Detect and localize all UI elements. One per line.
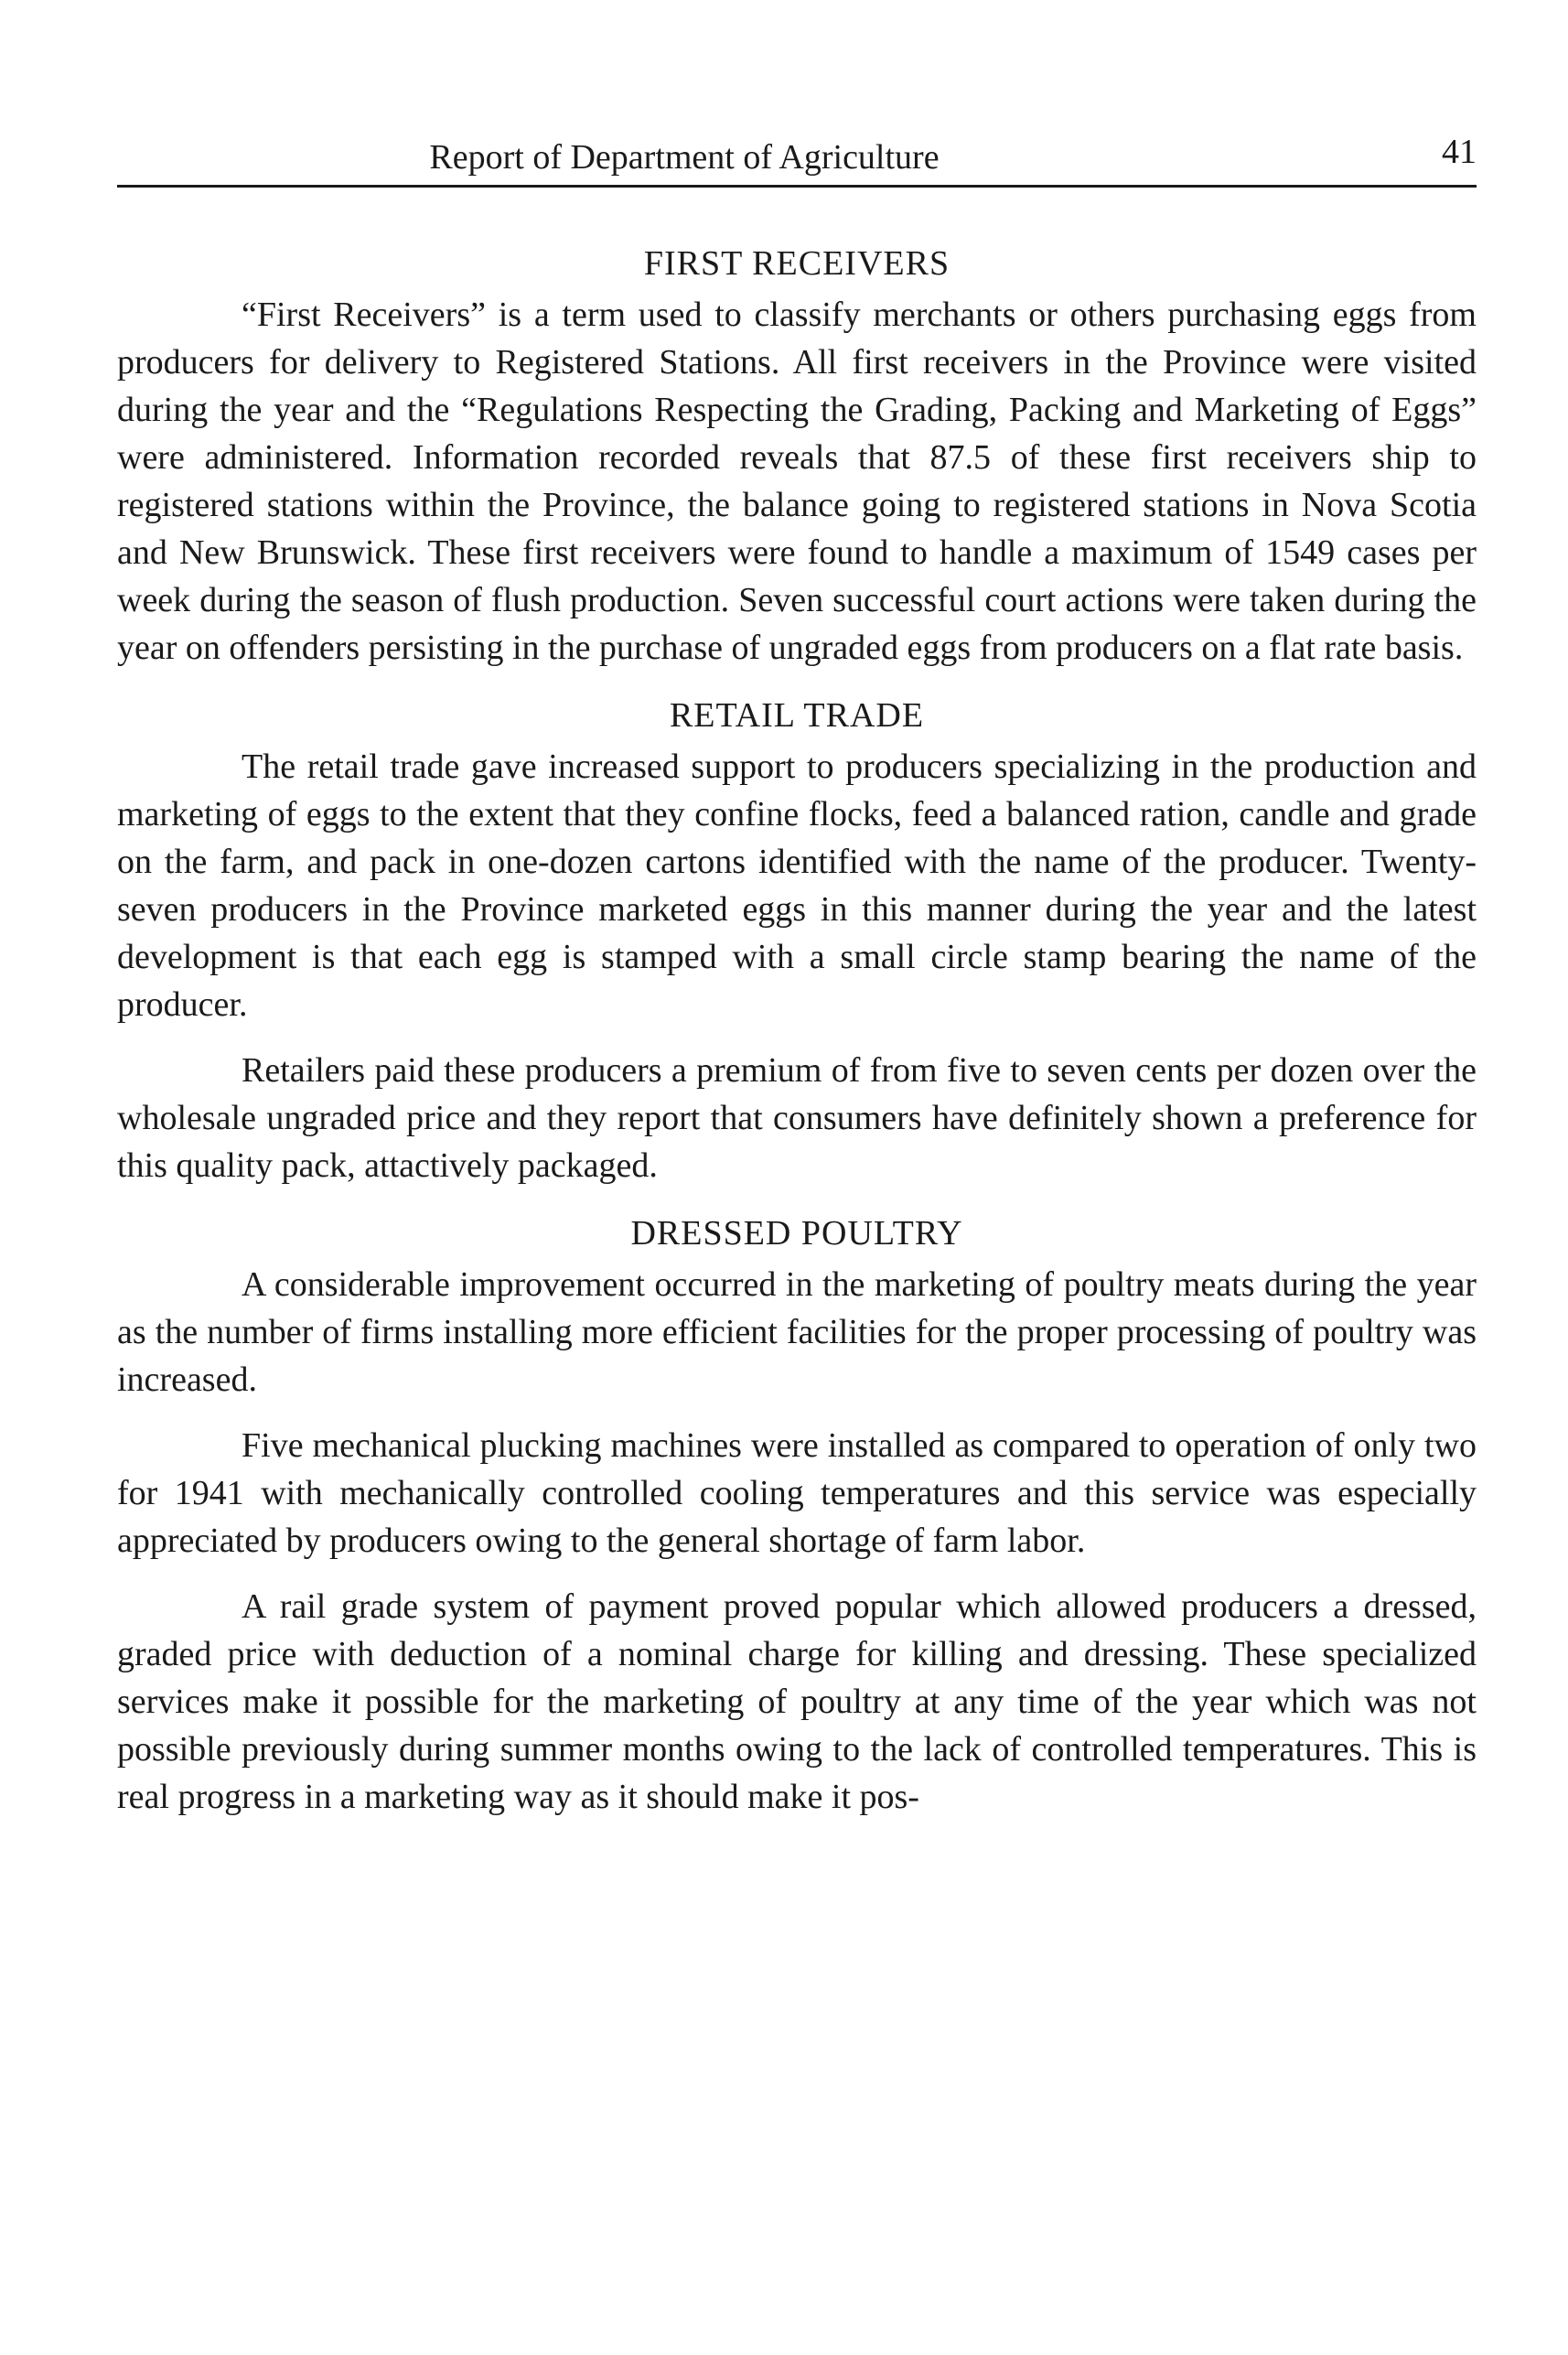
running-title: Report of Department of Agriculture (429, 138, 940, 177)
section-first-receivers (117, 240, 1477, 672)
running-header (117, 130, 1477, 188)
section-heading: RETAIL TRADE (669, 696, 925, 735)
section-heading: DRESSED POULTRY (630, 1214, 963, 1253)
section-heading: FIRST RECEIVERS (643, 244, 950, 283)
paragraph: Five mechanical plucking machines were installed as compared to operation of only two for 1941 with mechanically controlled cooling temperatures and this service was especially appreciated by producers owing to the general shortage of farm labor. (117, 1426, 1477, 1560)
paragraph: A considerable improvement occurred in the marketing of poultry meats during the year as the number of firms installing more efficient facilities for the proper processing of poultry was increased. (117, 1265, 1477, 1399)
paragraph: “First Receivers” is a term used to classify merchants or others purchasing eggs from producers for delivery to Registered Stations. All first receivers in the Province were visited during the year and the “Regulations Respecting the Grading, Packing and Marketing of Eggs” were administered. Information recorded reveals that 87.5 of these first receivers ship to registered stations within the Province, the balance going to registered stations in Nova Scotia and New Brunswick. These first receivers were found to handle a maximum of 1549 cases per week during the season of flush production. Seven successful court actions were taken during the year on offenders persisting in the purchase of ungraded eggs from producers on a flat rate basis. (117, 296, 1477, 667)
section-retail-trade (117, 692, 1477, 1189)
paragraph: A rail grade system of payment proved popular which allowed producers a dressed, graded price with deduction of a nominal charge for killing and dressing. These specialized services make it possible for the marketing of poultry at any time of the year which was not possible previously during summer months owing to the lack of controlled temperatures. This is real progress in a marketing way as it should make it pos- (117, 1587, 1477, 1816)
page-body (117, 240, 1477, 1821)
paragraph: The retail trade gave increased support to producers specializing in the production and marketing of eggs to the extent that they confine flocks, feed a balanced ration, candle and grade on the farm, and pack in one-dozen cartons identified with the name of the producer. Twenty-seven producers in the Province marketed eggs in this manner during the year and the latest development is that each egg is stamped with a small circle stamp bearing the name of the producer. (117, 747, 1477, 1024)
paragraph: Retailers paid these producers a premium of from five to seven cents per dozen over the wholesale ungraded price and they report that consumers have definitely shown a preference for this quality pack, attactively packaged. (117, 1051, 1477, 1185)
page-number: 41 (1442, 133, 1477, 171)
section-dressed-poultry (117, 1210, 1477, 1821)
